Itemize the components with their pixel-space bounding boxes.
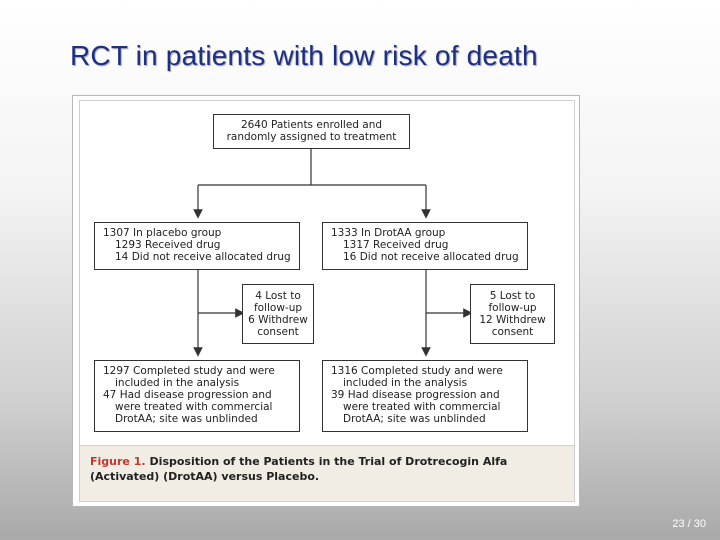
placebo-completed-line-5: DrotAA; site was unblinded — [115, 413, 258, 425]
placebo-group-header: 1307 In placebo group — [103, 227, 222, 239]
enrolled-line-2: randomly assigned to treatment — [226, 131, 397, 143]
enrolled-box — [213, 114, 410, 149]
page-number: 23 / 30 — [672, 518, 706, 530]
drotaa-received: 1317 Received drug — [343, 239, 449, 251]
drotaa-completed-line-1: 1316 Completed study and were — [331, 365, 503, 377]
placebo-completed-line-1: 1297 Completed study and were — [103, 365, 275, 377]
placebo-group-box — [94, 222, 300, 270]
placebo-lost-box — [242, 284, 314, 344]
caption-label: Figure 1. — [90, 455, 146, 468]
figure-caption — [80, 445, 574, 501]
drotaa-lost-line-4: consent — [491, 326, 534, 338]
drotaa-group-box — [322, 222, 528, 270]
enrolled-line-1: 2640 Patients enrolled and — [240, 119, 383, 131]
placebo-lost-line-3: 6 Withdrew — [248, 314, 308, 326]
drotaa-completed-line-3: 39 Had disease progression and — [331, 389, 500, 401]
placebo-lost-line-1: 4 Lost to — [255, 290, 301, 302]
placebo-completed-line-3: 47 Had disease progression and — [103, 389, 272, 401]
flowchart-figure — [79, 100, 575, 502]
drotaa-completed-line-2: included in the analysis — [343, 377, 468, 389]
drotaa-completed-line-4: were treated with commercial — [343, 401, 501, 413]
placebo-completed-line-2: included in the analysis — [115, 377, 240, 389]
placebo-completed-box — [94, 360, 300, 432]
drotaa-group-header: 1333 In DrotAA group — [331, 227, 446, 239]
drotaa-lost-line-3: 12 Withdrew — [479, 314, 546, 326]
placebo-not-received: 14 Did not receive allocated drug — [115, 251, 291, 263]
drotaa-lost-line-2: follow-up — [488, 302, 537, 314]
placebo-lost-line-4: consent — [257, 326, 299, 338]
drotaa-completed-line-5: DrotAA; site was unblinded — [343, 413, 486, 425]
figure-frame — [72, 95, 580, 507]
caption-text: Disposition of the Patients in the Trial of Drotrecogin Alfa (Activated) (DrotAA) versus Placebo. — [90, 455, 508, 483]
drotaa-completed-box — [322, 360, 528, 432]
drotaa-lost-box — [470, 284, 555, 344]
drotaa-not-received: 16 Did not receive allocated drug — [343, 251, 519, 263]
slide-title: RCT in patients with low risk of death — [70, 40, 538, 71]
placebo-received: 1293 Received drug — [115, 239, 221, 251]
drotaa-lost-line-1: 5 Lost to — [489, 290, 536, 302]
placebo-completed-line-4: were treated with commercial — [115, 401, 273, 413]
placebo-lost-line-2: follow-up — [253, 302, 303, 314]
